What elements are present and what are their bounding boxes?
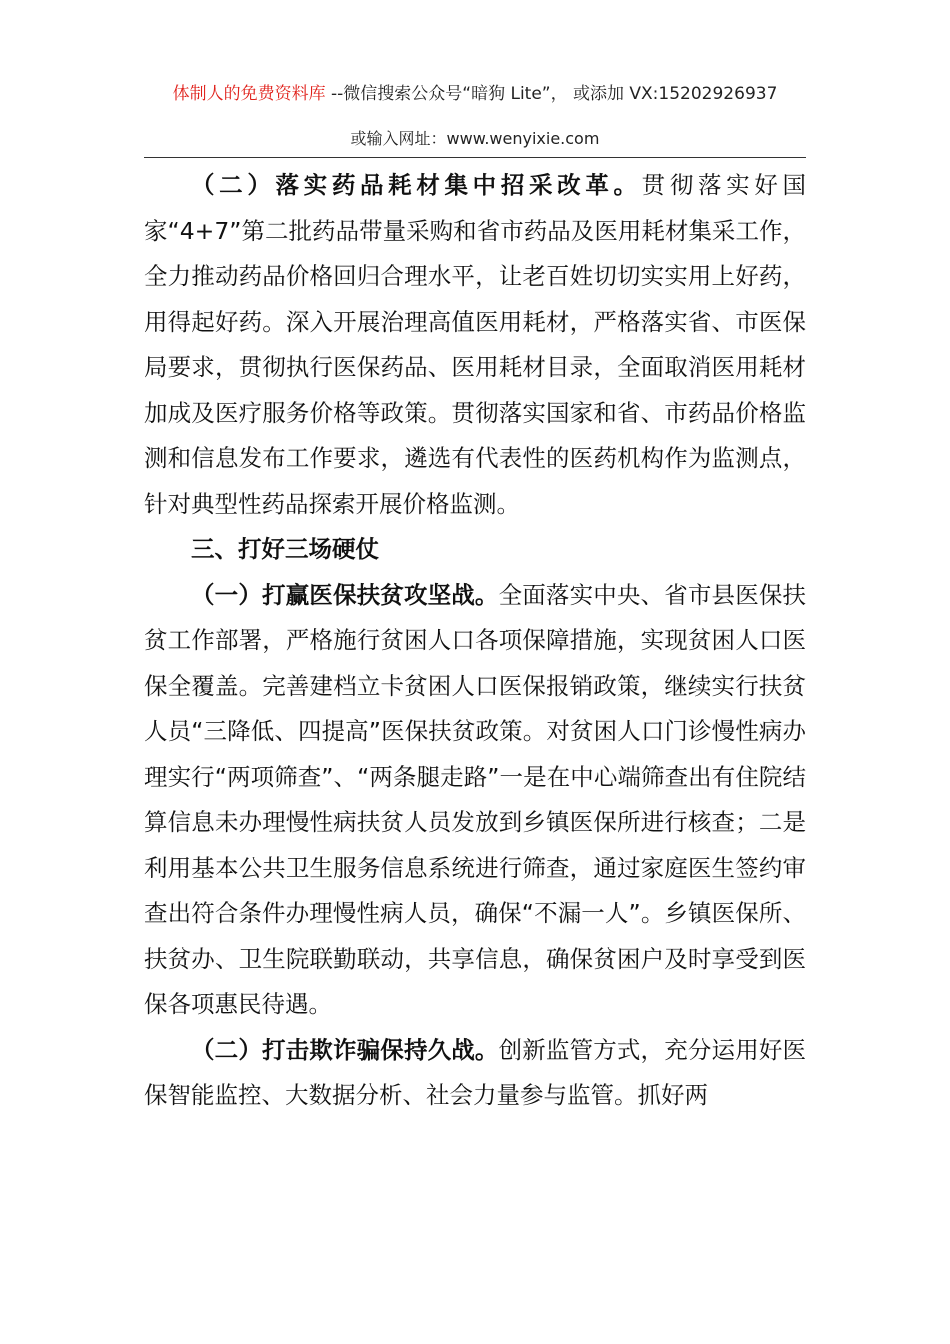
paragraph-drug-procurement — [144, 163, 806, 527]
header-brand: 体制人的免费资料库 — [172, 84, 326, 104]
paragraph-lead: （二）打击欺诈骗保持久战。 — [191, 1035, 499, 1064]
paragraph-anti-fraud — [144, 1028, 806, 1119]
document-body — [144, 163, 806, 1119]
header-divider — [144, 157, 806, 158]
section-heading: 三、打好三场硬仗 — [191, 535, 379, 563]
paragraph-text: 全面落实中央、省市县医保扶贫工作部署，严格施行贫困人口各项保障措施，实现贫困人口医保全覆盖。完善建档立卡贫困人口医保报销政策，继续实行扶贫人员“三降低、四提高”医保扶贫政策。对贫困人口门诊慢性病办理实行“两项筛查”、“两条腿走路”一是在中心端筛查出有住院结算信息未办理慢性病扶贫人员发放到乡镇医保所进行核查；二是利用基本公共卫生服务信息系统进行筛查，通过家庭医生签约审查出符合条件办理慢性病人员，确保“不漏一人”。乡镇医保所、扶贫办、卫生院联勤联动，共享信息，确保贫困户及时享受到医保各项惠民待遇。 — [144, 580, 807, 1018]
header-contact: --微信搜索公众号“暗狗 Lite”， 或添加 VX:15202926937 — [325, 84, 778, 104]
paragraph-text: 创新监管方式，充分运用好医保智能监控、大数据分析、社会力量参与监管。抓好两 — [144, 1035, 807, 1109]
paragraph-poverty-alleviation — [144, 573, 806, 1028]
paragraph-text: 贯彻落实好国家“4+7”第二批药品带量采购和省市药品及医用耗材集采工作，全力推动药品价格回归合理水平，让老百姓切切实实用上好药，用得起好药。深入开展治理高值医用耗材，严格落实省、市医保局要求，贯彻执行医保药品、医用耗材目录，全面取消医用耗材加成及医疗服务价格等政策。贯彻落实国家和省、市药品价格监测和信息发布工作要求，遴选有代表性的医药机构作为监测点，针对典型性药品探索开展价格监测。 — [144, 171, 807, 518]
header-website: 或输入网址：www.wenyixie.com — [350, 129, 600, 148]
watermark-header — [0, 82, 950, 106]
paragraph-lead: （二）落实药品耗材集中招采改革。 — [191, 171, 642, 199]
paragraph-lead: （一）打赢医保扶贫攻坚战。 — [191, 580, 499, 609]
